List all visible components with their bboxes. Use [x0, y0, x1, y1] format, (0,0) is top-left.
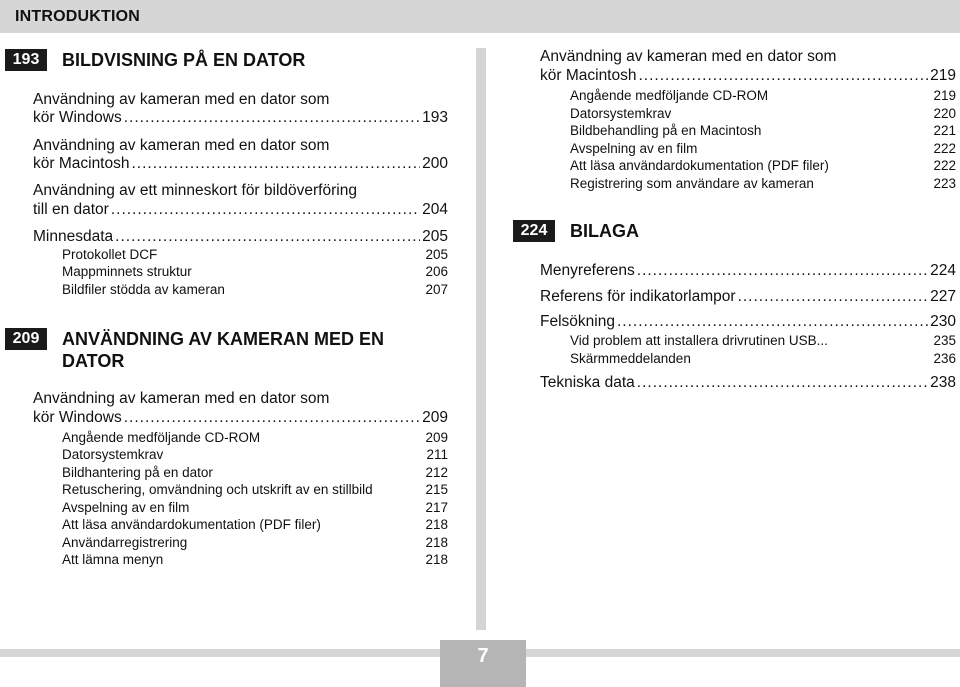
toc-page-number: 230	[930, 313, 956, 330]
leader-dots	[115, 228, 420, 246]
toc-sub-entry[interactable]	[62, 429, 448, 446]
toc-entry-windows[interactable]	[33, 109, 448, 127]
section-number-209: 209	[5, 328, 47, 350]
toc-sub-entry[interactable]	[570, 105, 956, 122]
toc-sub-page: 218	[425, 552, 448, 567]
section-title-anvandning-line2[interactable]: DATOR	[62, 351, 125, 371]
toc-sub-entry[interactable]	[62, 263, 448, 280]
toc-sub-label: Skärmmeddelanden	[570, 351, 691, 366]
toc-sub-label: Datorsystemkrav	[62, 447, 164, 462]
toc-sub-label: Bildfiler stödda av kameran	[62, 282, 225, 297]
toc-page-number: 200	[422, 155, 448, 172]
toc-entry-felsokning[interactable]	[540, 313, 956, 331]
toc-entry-label: kör Windows	[33, 409, 122, 426]
toc-sub-entry[interactable]	[62, 281, 448, 298]
toc-sub-entry[interactable]	[570, 140, 956, 157]
toc-sub-entry[interactable]	[570, 332, 956, 349]
toc-entry-line[interactable]: Användning av kameran med en dator som	[540, 48, 837, 65]
toc-sub-label: Att läsa användardokumentation (PDF filer)	[570, 158, 829, 173]
toc-sub-page: 219	[933, 88, 956, 103]
toc-sub-page: 236	[933, 351, 956, 366]
toc-sub-page: 206	[425, 264, 448, 279]
footer-bar	[0, 640, 960, 687]
section-number-193: 193	[5, 49, 47, 71]
toc-entry-macintosh-219[interactable]	[540, 67, 956, 85]
toc-sub-label: Att lämna menyn	[62, 552, 164, 567]
toc-entry-line[interactable]: Användning av kameran med en dator som	[33, 91, 330, 108]
leader-dots	[124, 109, 420, 127]
toc-sub-label: Bildbehandling på en Macintosh	[570, 123, 762, 138]
leader-dots	[131, 155, 420, 173]
toc-sub-page: 222	[933, 158, 956, 173]
toc-entry-label: kör Macintosh	[33, 155, 130, 172]
toc-sub-entry[interactable]	[62, 246, 448, 263]
toc-sub-entry[interactable]	[62, 534, 448, 551]
toc-entry-minneskort[interactable]	[33, 201, 448, 219]
toc-page-number: 205	[422, 228, 448, 245]
toc-sub-entry[interactable]	[570, 122, 956, 139]
chapter-title: INTRODUKTION	[15, 8, 141, 25]
toc-sub-entry[interactable]	[570, 87, 956, 104]
toc-sub-label: Vid problem att installera drivrutinen USB...	[570, 333, 828, 348]
toc-entry-label: Felsökning	[540, 313, 615, 330]
leader-dots	[617, 313, 928, 331]
toc-sub-page: 212	[425, 465, 448, 480]
toc-sub-label: Datorsystemkrav	[570, 106, 672, 121]
toc-sub-entry[interactable]	[62, 481, 448, 498]
toc-sub-entry[interactable]	[570, 157, 956, 174]
toc-page-number: 224	[930, 262, 956, 279]
toc-entry-line[interactable]: Användning av kameran med en dator som	[33, 390, 330, 407]
toc-sub-label: Protokollet DCF	[62, 247, 158, 262]
toc-entry-line[interactable]: Användning av kameran med en dator som	[33, 137, 330, 154]
toc-sub-page: 217	[425, 500, 448, 515]
toc-sub-label: Att läsa användardokumentation (PDF filer)	[62, 517, 321, 532]
toc-entry-label: Minnesdata	[33, 228, 114, 245]
toc-entry-line[interactable]: Användning av ett minneskort för bildöverföring	[33, 182, 357, 199]
toc-sub-page: 223	[933, 176, 956, 191]
toc-page-number: 219	[930, 67, 956, 84]
section-title-bilaga[interactable]: BILAGA	[570, 221, 639, 241]
toc-sub-entry[interactable]	[62, 464, 448, 481]
toc-entry-label: Menyreferens	[540, 262, 635, 279]
toc-sub-entry[interactable]	[570, 175, 956, 192]
toc-sub-page: 222	[933, 141, 956, 156]
toc-entry-macintosh[interactable]	[33, 155, 448, 173]
toc-sub-page: 207	[425, 282, 448, 297]
toc-sub-page: 205	[425, 247, 448, 262]
toc-sub-label: Angående medföljande CD-ROM	[62, 430, 261, 445]
toc-sub-entry[interactable]	[62, 446, 448, 463]
toc-sub-label: Angående medföljande CD-ROM	[570, 88, 769, 103]
leader-dots	[124, 409, 420, 427]
toc-sub-page: 218	[425, 517, 448, 532]
toc-entry-indikatorlampor[interactable]	[540, 288, 956, 306]
leader-dots	[111, 201, 420, 219]
leader-dots	[637, 262, 928, 280]
section-number-224: 224	[513, 220, 555, 242]
leader-dots	[638, 67, 928, 85]
toc-sub-label: Avspelning av en film	[570, 141, 698, 156]
toc-sub-label: Mappminnets struktur	[62, 264, 192, 279]
toc-sub-page: 211	[426, 447, 448, 462]
toc-sub-label: Avspelning av en film	[62, 500, 190, 515]
toc-page-number: 238	[930, 374, 956, 391]
toc-page-number: 209	[422, 409, 448, 426]
leader-dots	[637, 374, 928, 392]
toc-sub-page: 235	[933, 333, 956, 348]
toc-entry-windows-209[interactable]	[33, 409, 448, 427]
toc-sub-label: Retuschering, omvändning och utskrift av en stillbild	[62, 482, 373, 497]
leader-dots	[738, 288, 929, 306]
toc-sub-entry[interactable]	[570, 350, 956, 367]
toc-entry-minnesdata[interactable]	[33, 228, 448, 246]
toc-entry-menyreferens[interactable]	[540, 262, 956, 280]
toc-entry-tekniska-data[interactable]	[540, 374, 956, 392]
toc-entry-label: till en dator	[33, 201, 109, 218]
column-divider	[476, 48, 486, 630]
toc-sub-label: Registrering som användare av kameran	[570, 176, 814, 191]
section-title-anvandning[interactable]: ANVÄNDNING AV KAMERAN MED EN	[62, 329, 385, 349]
toc-sub-page: 220	[933, 106, 956, 121]
toc-sub-label: Användarregistrering	[62, 535, 188, 550]
toc-entry-label: Tekniska data	[540, 374, 635, 391]
toc-entry-label: kör Windows	[33, 109, 122, 126]
page-number: 7	[440, 640, 526, 687]
section-title-bildvisning[interactable]: BILDVISNING PÅ EN DATOR	[62, 50, 306, 70]
toc-page-number: 204	[422, 201, 448, 218]
toc-sub-page: 221	[933, 123, 956, 138]
toc-sub-page: 209	[425, 430, 448, 445]
toc-sub-label: Bildhantering på en dator	[62, 465, 213, 480]
toc-page-number: 193	[422, 109, 448, 126]
toc-sub-entry[interactable]	[62, 516, 448, 533]
toc-sub-entry[interactable]	[62, 499, 448, 516]
toc-entry-label: Referens för indikatorlampor	[540, 288, 736, 305]
toc-entry-label: kör Macintosh	[540, 67, 637, 84]
header-bar	[0, 0, 960, 33]
toc-sub-page: 215	[425, 482, 448, 497]
toc-sub-entry[interactable]	[62, 551, 448, 568]
toc-page-number: 227	[930, 288, 956, 305]
toc-sub-page: 218	[425, 535, 448, 550]
